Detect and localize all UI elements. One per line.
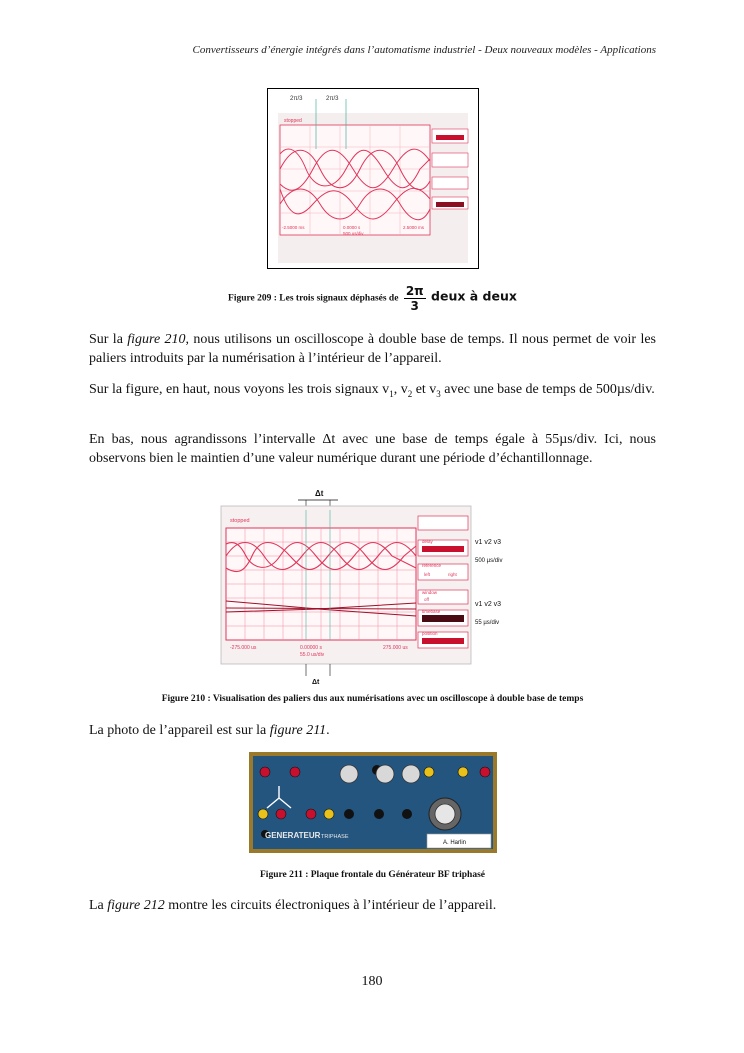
- btn-delay: delay: [422, 539, 433, 544]
- figure-211-photo: [249, 752, 497, 853]
- figure-212-reference: figure 212: [107, 898, 165, 913]
- delta-t-top: Δt: [315, 489, 324, 498]
- figure-209-oscilloscope-image: [268, 89, 477, 267]
- fig209-time-left: -2.5000 ms: [282, 225, 305, 230]
- phase-label-left: 2π/3: [290, 96, 303, 102]
- fig209-time-center: 0.0000 s: [343, 225, 361, 230]
- paragraph-4: [89, 721, 656, 740]
- p2-text-d: avec une base de temps de 500µs/div.: [440, 382, 655, 397]
- figure-210-reference: figure 210: [127, 332, 186, 347]
- btn-left: left: [424, 572, 431, 577]
- fraction-denominator: 3: [410, 299, 419, 313]
- figure-211-caption: Figure 211 : Plaque frontale du Générateur BF triphasé: [260, 870, 485, 880]
- phase-label-right: 2π/3: [326, 96, 339, 102]
- figure-210-oscilloscope-image: [218, 486, 538, 688]
- paragraph-5: [89, 896, 656, 915]
- figure-210-caption: Figure 210 : Visualisation des paliers dus aux numérisations avec un oscilloscope à double base de temps: [161, 694, 584, 704]
- panel-brand-sub: TRIPHASE: [321, 834, 349, 840]
- timebase-label-top: 500 µs/div: [475, 558, 503, 564]
- caption-209-prefix: Figure 209 : Les trois signaux déphasés de: [228, 293, 399, 304]
- figure-210: [218, 486, 538, 688]
- p4-text-a: La photo de l’appareil est sur la: [89, 723, 270, 738]
- btn-position: position: [422, 631, 438, 636]
- fig210-status: stopped: [230, 518, 250, 524]
- figure-209-caption: [89, 284, 656, 313]
- fig210-time-left: -275.000 us: [230, 645, 257, 651]
- subscript-2: 2: [407, 388, 413, 399]
- p5-text-a: La: [89, 898, 108, 913]
- photo-credit: A. Harlin: [443, 840, 467, 846]
- timebase-label-bottom: 55 µs/div: [475, 620, 500, 626]
- btn-timebase: timebase: [422, 609, 441, 614]
- paragraph-3: En bas, nous agrandissons l’intervalle Δt avec une base de temps égale à 55µs/div. Ici, nous observons bien le maintien d’une valeur numérique durant une période d’échantillonnage.: [89, 432, 656, 466]
- p5-text-b: montre les circuits électroniques à l’intérieur de l’appareil.: [164, 898, 497, 913]
- subscript-3: 3: [436, 388, 441, 399]
- fig210-time-center2: 55.0 us/div: [300, 652, 325, 658]
- p2-text-c: et v: [412, 382, 437, 397]
- fig209-status: stopped: [284, 118, 302, 124]
- paragraph-2: [89, 380, 656, 404]
- p2-text-a: Sur la figure, en haut, nous voyons les trois signaux v: [89, 382, 390, 397]
- paragraph-1: [89, 330, 656, 368]
- p2-text-b: , v: [393, 382, 408, 397]
- fig210-time-center: 0.00000 s: [300, 645, 322, 651]
- btn-reference: reference: [422, 563, 442, 568]
- figure-209: [267, 88, 479, 269]
- fraction-2pi-over-3: [404, 284, 426, 313]
- running-header: Convertisseurs d’énergie intégrés dans l’automatisme industriel - Deux nouveaux modèles - Applications: [192, 44, 656, 56]
- figure-211: [249, 752, 497, 853]
- panel-brand: GENERATEUR: [265, 831, 321, 840]
- btn-window: window: [422, 590, 438, 595]
- subscript-1: 1: [389, 388, 394, 399]
- p1-text-a: Sur la: [89, 332, 128, 347]
- signals-label-top: v1 v2 v3: [475, 539, 502, 546]
- fig210-time-right: 275.000 us: [383, 645, 408, 651]
- fig209-time-center2: 500 us/div: [343, 231, 364, 236]
- page-number: 180: [361, 974, 383, 989]
- signals-label-bottom: v1 v2 v3: [475, 601, 502, 608]
- p1-text-b: , nous utilisons un oscilloscope à double base de temps. Il nous permet de voir les paliers introduits par la numérisation à l’intérieur de l’appareil.: [89, 332, 656, 366]
- fraction-numerator: 2π: [405, 284, 424, 298]
- figure-211-reference: figure 211: [269, 723, 327, 738]
- btn-off: off: [424, 597, 429, 602]
- p4-text-b: .: [326, 723, 330, 738]
- delta-t-bottom: Δt: [312, 679, 320, 686]
- btn-right: right: [448, 572, 457, 577]
- fig209-time-right: 2.5000 ms: [403, 225, 425, 230]
- caption-209-suffix: deux à deux: [431, 288, 517, 304]
